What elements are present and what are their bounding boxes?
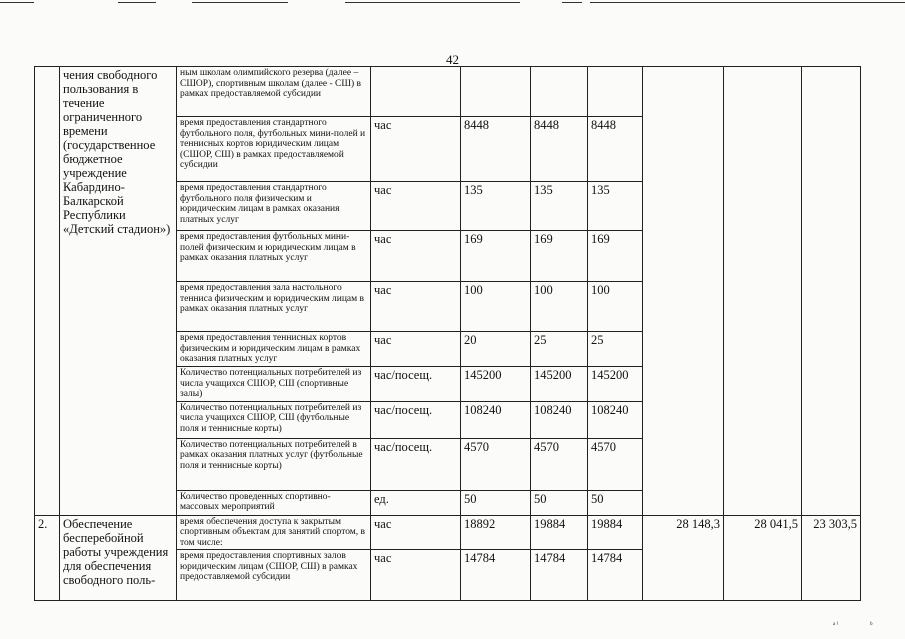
indicator-value: 169 bbox=[461, 231, 531, 282]
financing-value: 28 148,3 bbox=[643, 515, 724, 601]
top-rule bbox=[118, 2, 156, 3]
row-index: 2. bbox=[35, 515, 60, 601]
top-rule bbox=[0, 2, 34, 3]
indicator-unit: час bbox=[371, 182, 461, 231]
indicator-value: 145200 bbox=[531, 367, 588, 402]
indicator-value: 4570 bbox=[461, 438, 531, 490]
measure-name: чения свободного пользования в течение ограниченного времени (государственное бюджетное учреждение Кабардино-Балкарской Республики «Детский стадион») bbox=[60, 67, 177, 516]
indicator-value: 14784 bbox=[588, 550, 643, 601]
financing-value: 28 041,5 bbox=[724, 515, 802, 601]
table-row bbox=[35, 515, 861, 550]
indicator-value: 145200 bbox=[588, 367, 643, 402]
financing-value bbox=[643, 67, 724, 516]
top-rule bbox=[345, 2, 520, 3]
indicator-value: 18892 bbox=[461, 515, 531, 550]
indicator-value: 169 bbox=[531, 231, 588, 282]
indicator-value: 108240 bbox=[588, 401, 643, 438]
financing-value bbox=[802, 67, 861, 516]
indicator-value: 8448 bbox=[588, 117, 643, 182]
indicator-value: 135 bbox=[531, 182, 588, 231]
indicator-value: 169 bbox=[588, 231, 643, 282]
indicator-value bbox=[461, 67, 531, 117]
indicator-value: 50 bbox=[531, 490, 588, 515]
indicators-table bbox=[34, 66, 861, 601]
indicator-unit: час bbox=[371, 231, 461, 282]
indicator-value: 108240 bbox=[461, 401, 531, 438]
indicator-unit: час bbox=[371, 282, 461, 332]
indicator-description: время предоставления спортивных залов юридическим лицам (СШОР, СШ) в рамках предоставляемой субсидии bbox=[177, 550, 371, 601]
indicator-value: 135 bbox=[461, 182, 531, 231]
indicator-description: время предоставления стандартного футбольного поля физическим и юридическим лицам в рамках оказания платных услуг bbox=[177, 182, 371, 231]
indicator-value: 145200 bbox=[461, 367, 531, 402]
indicator-value: 20 bbox=[461, 332, 531, 367]
indicator-value: 135 bbox=[588, 182, 643, 231]
indicator-value bbox=[531, 67, 588, 117]
indicator-value: 19884 bbox=[531, 515, 588, 550]
top-rule bbox=[590, 2, 905, 3]
indicator-value: 50 bbox=[588, 490, 643, 515]
indicator-unit: час/посещ. bbox=[371, 438, 461, 490]
indicator-value: 50 bbox=[461, 490, 531, 515]
indicator-value: 25 bbox=[588, 332, 643, 367]
indicator-value: 100 bbox=[531, 282, 588, 332]
financing-value: 23 303,5 bbox=[802, 515, 861, 601]
indicator-description: Количество потенциальных потребителей из числа учащихся СШОР, СШ (спортивные залы) bbox=[177, 367, 371, 402]
indicator-value: 108240 bbox=[531, 401, 588, 438]
indicator-value: 100 bbox=[588, 282, 643, 332]
indicator-unit: час/посещ. bbox=[371, 367, 461, 402]
indicator-description: Количество потенциальных потребителей в рамках оказания платных услуг (футбольные поля и теннисные корты) bbox=[177, 438, 371, 490]
indicator-value: 14784 bbox=[461, 550, 531, 601]
indicator-unit: час bbox=[371, 515, 461, 550]
indicator-description: Количество проведенных спортивно-массовых мероприятий bbox=[177, 490, 371, 515]
indicator-value: 14784 bbox=[531, 550, 588, 601]
indicator-description: ным школам олимпийского резерва (далее – СШОР), спортивным школам (далее - СШ) в рамках предоставляемой субсидии bbox=[177, 67, 371, 117]
top-rule bbox=[562, 2, 582, 3]
indicator-value: 4570 bbox=[588, 438, 643, 490]
indicator-unit: час bbox=[371, 117, 461, 182]
indicator-unit bbox=[371, 67, 461, 117]
indicator-description: время предоставления теннисных кортов физическим и юридическим лицам в рамках оказания платных услуг bbox=[177, 332, 371, 367]
indicator-unit: ед. bbox=[371, 490, 461, 515]
top-rule bbox=[192, 2, 288, 3]
indicator-description: время предоставления зала настольного тенниса физическим и юридическим лицам в рамках оказания платных услуг bbox=[177, 282, 371, 332]
indicator-unit: час bbox=[371, 332, 461, 367]
table-row bbox=[35, 67, 861, 117]
indicator-description: время предоставления футбольных мини-полей физическим и юридическим лицам в рамках оказания платных услуг bbox=[177, 231, 371, 282]
financing-value bbox=[724, 67, 802, 516]
indicator-value bbox=[588, 67, 643, 117]
page-number: 42 bbox=[446, 52, 459, 67]
indicator-value: 4570 bbox=[531, 438, 588, 490]
indicator-value: 25 bbox=[531, 332, 588, 367]
indicator-value: 19884 bbox=[588, 515, 643, 550]
corner-mark: ᵃ ͥ bbox=[833, 620, 838, 629]
indicator-value: 100 bbox=[461, 282, 531, 332]
row-index bbox=[35, 67, 60, 516]
indicator-unit: час/посещ. bbox=[371, 401, 461, 438]
indicator-value: 8448 bbox=[531, 117, 588, 182]
indicator-description: время предоставления стандартного футбольного поля, футбольных мини-полей и теннисных кортов юридическим лицам (СШОР, СШ) в рамках предоставляемой субсидии bbox=[177, 117, 371, 182]
measure-name: Обеспечение бесперебойной работы учреждения для обеспечения свободного поль- bbox=[60, 515, 177, 601]
indicator-description: время обеспечения доступа к закрытым спортивным объектам для занятий спортом, в том числе: bbox=[177, 515, 371, 550]
corner-mark: ᵇ bbox=[870, 620, 873, 629]
indicator-value: 8448 bbox=[461, 117, 531, 182]
indicator-unit: час bbox=[371, 550, 461, 601]
indicator-description: Количество потенциальных потребителей из числа учащихся СШОР, СШ (футбольные поля и теннисные корты) bbox=[177, 401, 371, 438]
